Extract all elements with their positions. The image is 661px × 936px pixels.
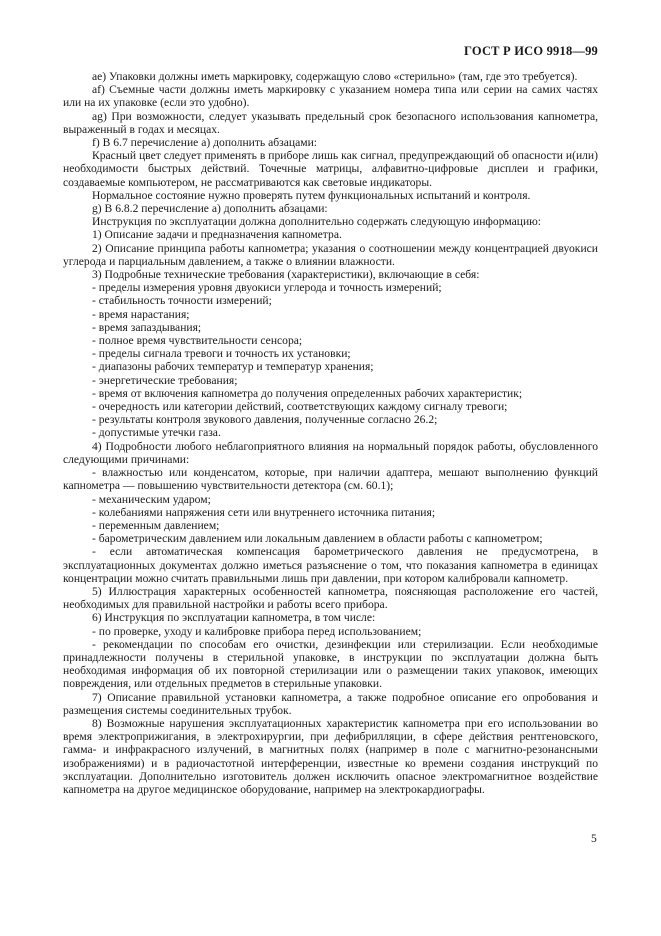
paragraph: Инструкция по эксплуатации должна дополнительно содержать следующую информацию:: [92, 215, 542, 229]
paragraph: 3) Подробные технические требования (характеристики), включающие в себя:: [92, 268, 480, 282]
paragraph: 6) Инструкция по эксплуатации капнометра, в том числе:: [92, 611, 376, 625]
paragraph: - допустимые утечки газа.: [92, 426, 221, 440]
paragraph: Красный цвет следует применять в приборе лишь как сигнал, предупреждающий об опасности и(или) необходимости быстрых действий. Точечные матрицы, алфавитно-цифровые дисплеи и графики, создаваемые компьютером, не рассматриваются как световые индикаторы.: [63, 149, 598, 189]
paragraph: - механическим ударом;: [92, 492, 211, 506]
paragraph: - колебаниями напряжения сети или внутреннего источника питания;: [92, 505, 436, 519]
document-body: [63, 70, 598, 796]
paragraph: - время запаздывания;: [92, 320, 202, 334]
paragraph: - барометрическим давлением или локальным давлением в области работы с капнометром;: [92, 532, 543, 546]
paragraph: 7) Описание правильной установки капнометра, а также подробное описание его опробования и размещения системы соединительных трубок.: [63, 690, 598, 717]
paragraph: 8) Возможные нарушения эксплуатационных характеристик капнометра при его использовании во время электроприжигания, в электрохирургии, при дефибрилляции, в сфере действия рентгеновского, гамма- и инфракрасного излучений, в магнитных полях (например в поле с магнитно-резонансными изображениями) и в радиочастотной интерференции, известные ко времени создания инструкций по эксплуатации. Дополнительно изготовитель должен исключить опасное электромагнитное воздействие капнометра на другое медицинское оборудование, например на электрокардиографы.: [63, 716, 598, 796]
paragraph: - диапазоны рабочих температур и температур хранения;: [92, 360, 374, 374]
paragraph: - полное время чувствительности сенсора;: [92, 334, 303, 348]
paragraph: - результаты контроля звукового давления, полученные согласно 26.2;: [92, 413, 438, 427]
paragraph: - время нарастания;: [92, 307, 190, 321]
paragraph: 1) Описание задачи и предназначения капнометра.: [92, 228, 342, 242]
paragraph: - энергетические требования;: [92, 373, 238, 387]
paragraph: 4) Подробности любого неблагоприятного влияния на нормальный порядок работы, обусловленного следующими причинами:: [63, 439, 598, 466]
paragraph: - время от включения капнометра до получения определенных рабочих характеристик;: [92, 386, 523, 400]
document-header: ГОСТ Р ИСО 9918—99: [464, 44, 598, 58]
paragraph: 5) Иллюстрация характерных особенностей капнометра, поясняющая расположение его частей, необходимых для правильной настройки и работы всего прибора.: [63, 584, 598, 612]
paragraph: ae) Упаковки должны иметь маркировку, содержащую слово «стерильно» (там, где это требуется).: [92, 70, 578, 83]
paragraph: - пределы сигнала тревоги и точность их установки;: [92, 347, 351, 361]
paragraph: - рекомендации по способам его очистки, дезинфекции или стерилизации. Если необходимые принадлежности получены в стерильной упаковке, в инструкции по эксплуатации должна быть необходимая информация об их повторной стерилизации или о размещении таких упаковок, имеющих повреждения, или отдельных предметов в стерильные упаковки.: [63, 637, 598, 691]
paragraph: ag) При возможности, следует указывать предельный срок безопасного использования капнометра, выраженный в годах и месяцах.: [63, 109, 598, 136]
paragraph: - переменным давлением;: [92, 518, 220, 532]
paragraph: - пределы измерения уровня двуокиси углерода и точность измерений;: [92, 281, 442, 295]
page-number: 5: [591, 832, 597, 845]
paragraph: - очередность или категории действий, соответствующих каждому сигналу тревоги;: [92, 400, 508, 414]
paragraph: - если автоматическая компенсация барометрического давления не предусмотрена, в эксплуатационных документах должно иметься разъяснение о том, что показания капнометра в единицах концентрации можно считать правильными лишь при давлении, при котором калибровали капнометр.: [63, 545, 598, 585]
paragraph: Нормальное состояние нужно проверять путем функциональных испытаний и контроля.: [92, 188, 531, 202]
paragraph: - стабильность точности измерений;: [92, 294, 272, 308]
paragraph: - по проверке, уходу и калибровке прибора перед использованием;: [92, 624, 422, 638]
paragraph: 2) Описание принципа работы капнометра; указания о соотношении между концентрацией двуокиси углерода и парциальным давлением, а также о влиянии влажности.: [63, 241, 598, 268]
paragraph: af) Съемные части должны иметь маркировку с указанием номера типа или серии на самих частях или на их упаковке (если это удобно).: [63, 83, 598, 110]
paragraph: g) В 6.8.2 перечисление а) дополнить абзацами:: [92, 202, 328, 216]
paragraph: - влажностью или конденсатом, которые, при наличии адаптера, мешают выполнению функций капнометра — повышению чувствительности детектора (см. 60.1);: [63, 466, 598, 493]
paragraph: f) В 6.7 перечисление а) дополнить абзацами:: [92, 136, 317, 150]
